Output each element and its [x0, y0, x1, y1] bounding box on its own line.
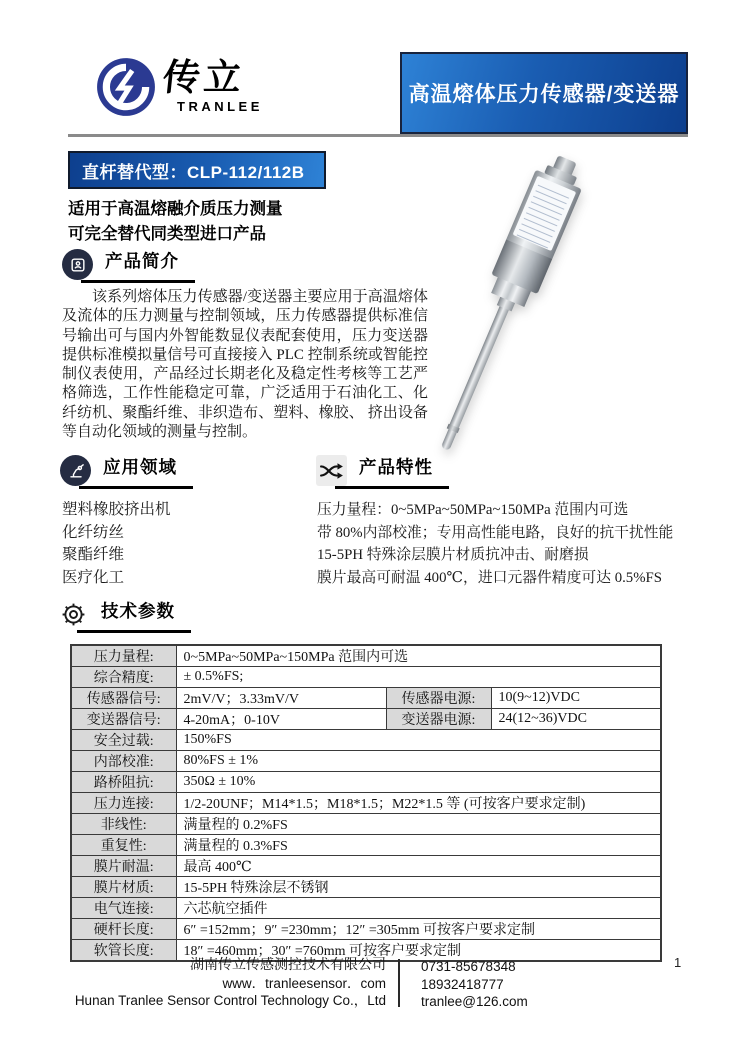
footer-website: www．tranleesensor．com [222, 975, 386, 991]
page-number: 1 [674, 955, 682, 970]
product-category-banner: 高温熔体压力传感器/变送器 [400, 52, 688, 134]
section-header-features [316, 452, 449, 489]
list-item: 压力量程：0~5MPa~50MPa~150MPa 范围内可选 [317, 502, 629, 518]
sensor-body [491, 170, 582, 294]
spec-value-cell: 2mV/V；3.33mV/V [176, 688, 386, 709]
spec-row [71, 751, 661, 772]
section-header-applications [60, 452, 193, 489]
spec-label-cell: 压力连接: [71, 793, 176, 814]
spec-value-cell: 4-20mA；0-10V [176, 709, 386, 730]
spec-row [71, 772, 661, 793]
spec-label-cell: 重复性: [71, 835, 176, 856]
spec-label-cell: 内部校准: [71, 751, 176, 772]
logo-text [160, 56, 263, 114]
spec-label-cell: 电气连接: [71, 898, 176, 919]
spec-label-cell: 路桥阻抗: [71, 772, 176, 793]
tagline-line-1: 适用于高温熔融介质压力测量 [68, 200, 283, 218]
company-logo [95, 56, 263, 118]
header-divider [68, 134, 688, 137]
spec-label-cell: 综合精度: [71, 667, 176, 688]
product-photo [452, 158, 672, 458]
logo-name-cn: 传立 [160, 57, 248, 98]
spec-value-cell: 6″ =152mm；9″ =230mm；12″ =305mm 可按客户要求定制 [176, 919, 661, 940]
spec-label-cell: 传感器电源: [386, 688, 491, 709]
footer-divider [398, 959, 400, 1007]
list-item: 带 80%内部校准；专用高性能电路，良好的抗干扰性能 [317, 524, 674, 541]
list-item: 化纤纺丝 [62, 523, 125, 541]
sensor-probe-rod [450, 306, 509, 428]
model-banner: 直杆替代型：CLP-112/112B [68, 151, 326, 189]
spec-label-cell: 传感器信号: [71, 688, 176, 709]
list-item: 聚酯纤维 [62, 546, 125, 563]
spec-row [71, 919, 661, 940]
list-item: 医疗化工 [62, 568, 125, 586]
spec-row [71, 793, 661, 814]
section-title-specs: 技术参数 [77, 596, 191, 633]
section-title-intro: 产品简介 [81, 246, 195, 283]
spec-value-cell: 六芯航空插件 [176, 898, 661, 919]
features-list [317, 499, 707, 589]
spec-row [71, 814, 661, 835]
spec-row [71, 856, 661, 877]
footer-company-block [60, 957, 386, 1010]
spec-table-body [71, 645, 661, 961]
footer-phone-2: 18932418777 [421, 976, 504, 992]
spec-row [71, 730, 661, 751]
spec-value-cell: 最高 400℃ [176, 856, 661, 877]
spec-value-cell: 350Ω ± 10% [176, 772, 661, 793]
list-item: 15-5PH 特殊涂层膜片材质抗冲击、耐磨损 [317, 547, 589, 563]
spec-value-cell: 18″ =460mm；30″ =760mm 可按客户要求定制 [176, 940, 661, 962]
intro-paragraph: 该系列熔体压力传感器/变送器主要应用于高温熔体及流体的压力测量与控制领域，压力传感器提供标准信号输出可与国内外智能数显仪表配套使用，压力变送器提供标准模拟量信号可直接接入 PLC 控制系统或智能控制仪表使用，产品经过长期老化及稳定性考核等工艺严格筛选，工作性能稳定可靠，广泛适用于石油化工、化纤纺机、聚酯纤维、非织造布、塑料、橡胶、 挤出设备等自动化领域的测量与控制。 [62, 289, 428, 441]
spec-value-cell: ± 0.5%FS; [176, 667, 661, 688]
logo-name-en: TRANLEE [177, 99, 263, 114]
spec-label-cell: 膜片材质: [71, 877, 176, 898]
applications-list [62, 499, 171, 589]
section-title-applications: 应用领域 [79, 452, 193, 489]
spec-row [71, 645, 661, 667]
spec-row [71, 898, 661, 919]
footer-contact-block [421, 958, 528, 1011]
spec-label-cell: 安全过载: [71, 730, 176, 751]
section-header-intro [62, 246, 195, 283]
sensor-label [513, 176, 577, 251]
spec-label-cell: 非线性: [71, 814, 176, 835]
spec-row [71, 835, 661, 856]
spec-label-cell: 膜片耐温: [71, 856, 176, 877]
spec-row [71, 709, 661, 730]
spec-value-cell: 10(9~12)VDC [491, 688, 661, 709]
spec-value-cell: 24(12~36)VDC [491, 709, 661, 730]
spec-row [71, 667, 661, 688]
spec-label-cell: 压力量程: [71, 645, 176, 667]
tagline [68, 197, 283, 247]
spec-value-cell: 1/2-20UNF；M14*1.5；M18*1.5；M22*1.5 等 (可按客户要求定制) [176, 793, 661, 814]
sensor-tip [440, 429, 456, 451]
footer-phone-1: 0731-85678348 [421, 959, 516, 974]
section-header-specs [58, 596, 191, 633]
footer-company-en: Hunan Tranlee Sensor Control Technology Co.，Ltd [74, 993, 386, 1008]
list-item: 膜片最高可耐温 400℃，进口元器件精度可达 0.5%FS [317, 569, 662, 586]
spec-label-cell: 软管长度: [71, 940, 176, 962]
tranlee-logo-icon [95, 56, 157, 118]
spec-label-cell: 变送器电源: [386, 709, 491, 730]
spec-value-cell: 15-5PH 特殊涂层不锈钢 [176, 877, 661, 898]
spec-row [71, 877, 661, 898]
footer-email: tranlee@126.com [421, 994, 528, 1009]
spec-label-cell: 变送器信号: [71, 709, 176, 730]
list-item: 塑料橡胶挤出机 [62, 501, 171, 518]
tagline-line-2: 可完全替代同类型进口产品 [68, 225, 266, 243]
spec-table [70, 644, 662, 962]
section-title-features: 产品特性 [335, 452, 449, 489]
spec-value-cell: 80%FS ± 1% [176, 751, 661, 772]
spec-value-cell: 0~5MPa~50MPa~150MPa 范围内可选 [176, 645, 661, 667]
spec-value-cell: 满量程的 0.3%FS [176, 835, 661, 856]
spec-label-cell: 硬杆长度: [71, 919, 176, 940]
spec-value-cell: 150%FS [176, 730, 661, 751]
footer-company-cn: 湖南传立传感测控技术有限公司 [190, 958, 386, 973]
spec-row [71, 688, 661, 709]
spec-value-cell: 满量程的 0.2%FS [176, 814, 661, 835]
